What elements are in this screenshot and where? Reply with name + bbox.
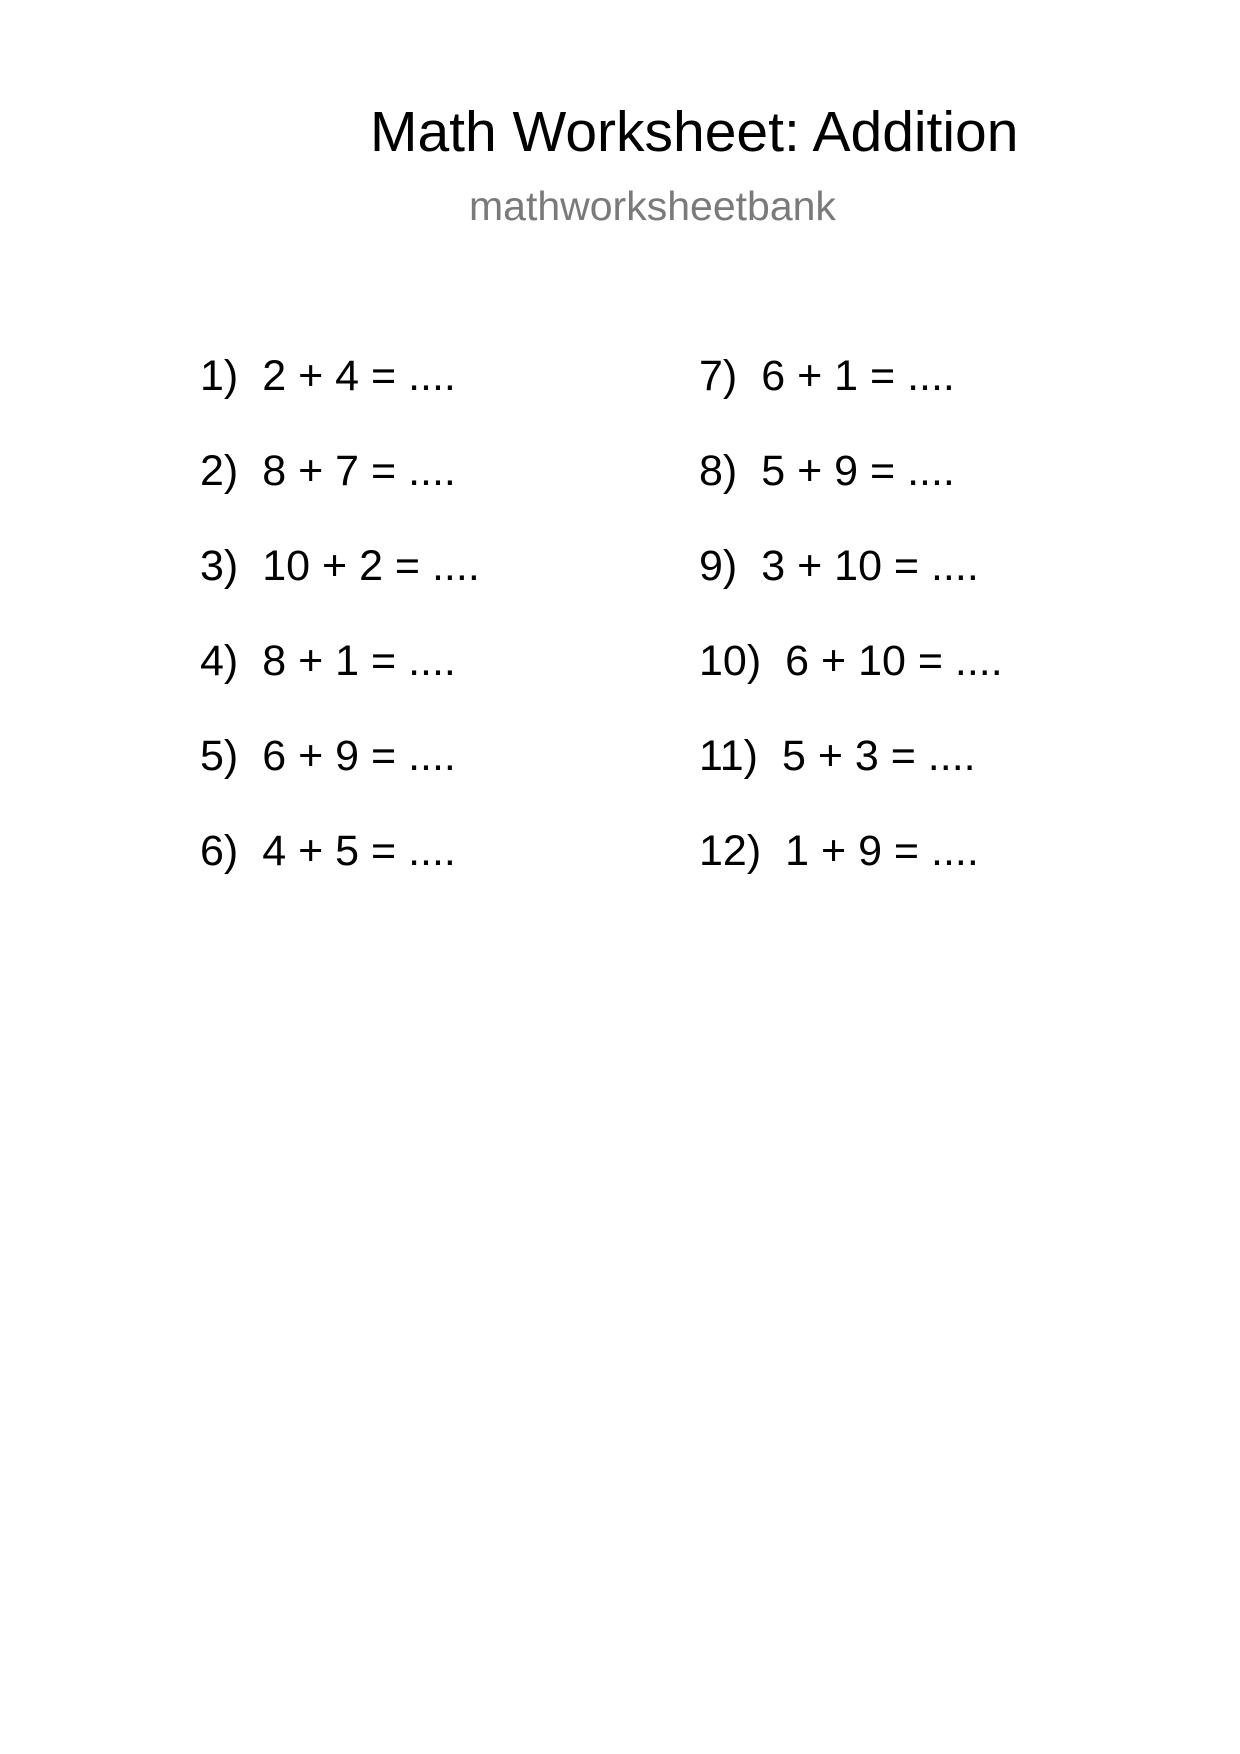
- problem-number: 10): [699, 637, 762, 685]
- problem-number: 8): [699, 447, 738, 495]
- problem-number: 7): [699, 352, 738, 400]
- problem-column-left: [200, 346, 480, 916]
- problem-expression: 1 + 9 = ....: [785, 827, 979, 875]
- problem-6: [200, 821, 480, 916]
- site-name: mathworksheetbank: [469, 183, 836, 229]
- problem-3: [200, 536, 480, 631]
- problem-expression: 8 + 7 = ....: [262, 447, 456, 495]
- problem-number: 11): [699, 732, 758, 780]
- problem-expression: 4 + 5 = ....: [262, 827, 456, 875]
- problem-expression: 10 + 2 = ....: [262, 542, 480, 590]
- problem-column-right: [699, 346, 1003, 916]
- page-title: Math Worksheet: Addition: [370, 100, 1019, 164]
- problem-number: 6): [200, 827, 239, 875]
- problem-expression: 6 + 9 = ....: [262, 732, 456, 780]
- problem-7: [699, 346, 1003, 441]
- problem-expression: 5 + 9 = ....: [761, 447, 955, 495]
- problem-expression: 3 + 10 = ....: [761, 542, 979, 590]
- problem-number: 9): [699, 542, 738, 590]
- problem-10: [699, 631, 1003, 726]
- problem-expression: 5 + 3 = ....: [781, 732, 976, 780]
- problem-number: 3): [200, 542, 239, 590]
- problem-12: [699, 821, 1003, 916]
- problem-number: 2): [200, 447, 239, 495]
- problem-number: 1): [200, 352, 239, 400]
- problem-expression: 8 + 1 = ....: [262, 637, 456, 685]
- problem-11: [699, 726, 1003, 821]
- problem-number: 12): [699, 827, 762, 875]
- problem-expression: 6 + 1 = ....: [761, 352, 955, 400]
- problem-number: 5): [200, 732, 239, 780]
- problem-expression: 6 + 10 = ....: [785, 637, 1003, 685]
- problem-9: [699, 536, 1003, 631]
- problem-8: [699, 441, 1003, 536]
- problem-1: [200, 346, 480, 441]
- problem-5: [200, 726, 480, 821]
- problem-number: 4): [200, 637, 239, 685]
- problem-2: [200, 441, 480, 536]
- problem-4: [200, 631, 480, 726]
- problem-expression: 2 + 4 = ....: [262, 352, 456, 400]
